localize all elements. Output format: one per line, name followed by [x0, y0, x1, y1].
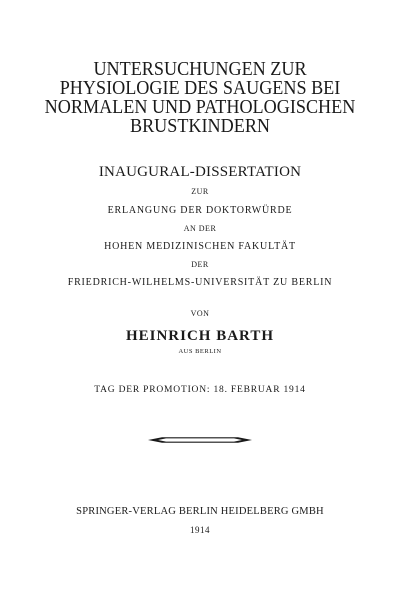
an-der-label: AN DER — [183, 224, 217, 233]
der-label: DER — [191, 260, 209, 269]
publisher-name: SPRINGER-VERLAG BERLIN HEIDELBERG GMBH — [76, 506, 324, 517]
title-line-1: UNTERSUCHUNGEN ZUR — [93, 59, 307, 80]
title-line-4: BRUSTKINDERN — [129, 116, 271, 137]
university-line: FRIEDRICH-WILHELMS-UNIVERSITÄT ZU BERLIN — [67, 277, 333, 288]
zur-label: ZUR — [191, 187, 209, 196]
von-label: VON — [190, 309, 210, 318]
dissertation-heading: INAUGURAL-DISSERTATION — [98, 164, 302, 180]
title-line-2: PHYSIOLOGIE DES SAUGENS BEI — [59, 78, 341, 99]
faculty-line: HOHEN MEDIZINISCHEN FAKULTÄT — [104, 241, 296, 252]
author-origin: AUS BERLIN — [178, 348, 222, 355]
author-name: HEINRICH BARTH — [125, 328, 275, 344]
ornament-rule — [148, 436, 252, 444]
title-line-3: NORMALEN UND PATHOLOGISCHEN — [44, 97, 356, 118]
purpose-line: ERLANGUNG DER DOKTORWÜRDE — [107, 205, 293, 216]
promotion-date: TAG DER PROMOTION: 18. FEBRUAR 1914 — [94, 385, 306, 395]
publication-year: 1914 — [190, 525, 210, 535]
